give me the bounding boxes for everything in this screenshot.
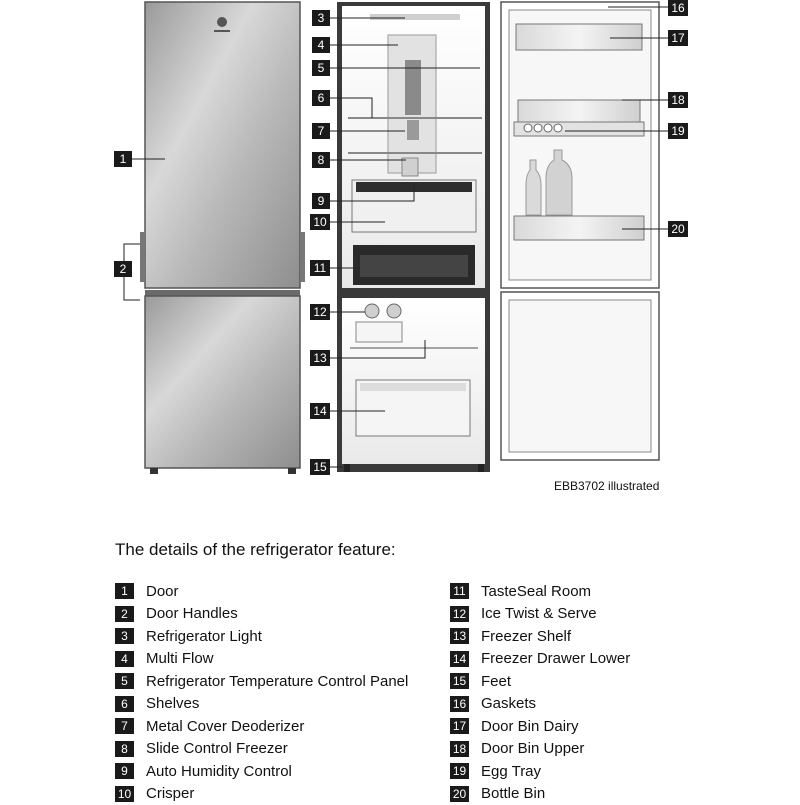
- callout-7: [312, 123, 330, 139]
- callout-4: [312, 37, 330, 53]
- callout-16: [668, 0, 688, 16]
- svg-text:20: 20: [671, 222, 685, 236]
- legend-number: 2: [115, 606, 134, 622]
- legend-label: Freezer Shelf: [481, 628, 571, 645]
- feature-legend-right: [450, 580, 630, 805]
- legend-number: 12: [450, 606, 469, 622]
- callout-3: [312, 10, 330, 26]
- svg-text:13: 13: [313, 351, 327, 365]
- svg-text:9: 9: [318, 194, 325, 208]
- svg-text:10: 10: [313, 215, 327, 229]
- legend-item: [115, 580, 408, 603]
- legend-label: Multi Flow: [146, 650, 214, 667]
- callout-6: [312, 90, 330, 106]
- legend-number: 5: [115, 673, 134, 689]
- legend-number: 9: [115, 763, 134, 779]
- legend-item: [450, 783, 630, 805]
- svg-text:11: 11: [314, 261, 327, 275]
- legend-item: [450, 715, 630, 738]
- svg-text:4: 4: [318, 38, 325, 52]
- legend-label: Egg Tray: [481, 763, 541, 780]
- legend-item: [115, 760, 408, 783]
- svg-text:8: 8: [318, 153, 325, 167]
- svg-text:19: 19: [671, 124, 685, 138]
- legend-item: [450, 580, 630, 603]
- legend-label: Door Bin Dairy: [481, 718, 579, 735]
- model-caption: EBB3702 illustrated: [554, 479, 659, 493]
- legend-label: Bottle Bin: [481, 785, 545, 802]
- callout-13: [310, 350, 330, 366]
- legend-item: [450, 603, 630, 626]
- callout-18: [668, 92, 688, 108]
- svg-text:14: 14: [313, 404, 327, 418]
- legend-item: [115, 670, 408, 693]
- svg-text:12: 12: [313, 305, 327, 319]
- svg-text:6: 6: [318, 91, 325, 105]
- legend-item: [115, 738, 408, 761]
- fridge-exterior: [140, 2, 305, 474]
- svg-text:16: 16: [671, 1, 685, 15]
- legend-item: [450, 648, 630, 671]
- callout-8: [312, 152, 330, 168]
- legend-number: 15: [450, 673, 469, 689]
- legend-label: Refrigerator Light: [146, 628, 262, 645]
- legend-number: 18: [450, 741, 469, 757]
- callout-11: [310, 260, 330, 276]
- legend-item: [115, 648, 408, 671]
- legend-number: 10: [115, 786, 134, 802]
- legend-number: 17: [450, 718, 469, 734]
- legend-item: [115, 603, 408, 626]
- legend-item: [115, 715, 408, 738]
- legend-number: 19: [450, 763, 469, 779]
- legend-label: Metal Cover Deoderizer: [146, 718, 304, 735]
- legend-label: Door: [146, 583, 179, 600]
- legend-label: Gaskets: [481, 695, 536, 712]
- legend-item: [450, 670, 630, 693]
- legend-item: [450, 738, 630, 761]
- legend-item: [115, 783, 408, 805]
- legend-item: [115, 625, 408, 648]
- callout-12: [310, 304, 330, 320]
- legend-number: 8: [115, 741, 134, 757]
- legend-item: [115, 693, 408, 716]
- callout-2: [114, 261, 132, 277]
- legend-label: Auto Humidity Control: [146, 763, 292, 780]
- svg-text:18: 18: [671, 93, 685, 107]
- callout-20: [668, 221, 688, 237]
- legend-item: [450, 760, 630, 783]
- svg-text:15: 15: [313, 460, 327, 474]
- legend-number: 4: [115, 651, 134, 667]
- legend-label: Crisper: [146, 785, 194, 802]
- callout-14: [310, 403, 330, 419]
- legend-label: TasteSeal Room: [481, 583, 591, 600]
- legend-number: 11: [450, 583, 469, 599]
- svg-text:3: 3: [318, 11, 325, 25]
- legend-label: Shelves: [146, 695, 199, 712]
- legend-label: Feet: [481, 673, 511, 690]
- callout-9: [312, 193, 330, 209]
- svg-text:7: 7: [318, 124, 325, 138]
- legend-number: 3: [115, 628, 134, 644]
- callout-17: [668, 30, 688, 46]
- legend-number: 7: [115, 718, 134, 734]
- legend-label: Refrigerator Temperature Control Panel: [146, 673, 408, 690]
- fridge-interior: [337, 2, 490, 472]
- callout-19: [668, 123, 688, 139]
- legend-label: Freezer Drawer Lower: [481, 650, 630, 667]
- svg-text:2: 2: [120, 262, 127, 276]
- legend-number: 6: [115, 696, 134, 712]
- svg-text:17: 17: [671, 31, 685, 45]
- legend-label: Ice Twist & Serve: [481, 605, 597, 622]
- legend-item: [450, 693, 630, 716]
- legend-label: Door Handles: [146, 605, 238, 622]
- legend-label: Slide Control Freezer: [146, 740, 288, 757]
- feature-legend-left: [115, 580, 408, 805]
- features-heading: The details of the refrigerator feature:: [115, 540, 396, 560]
- legend-item: [450, 625, 630, 648]
- legend-number: 16: [450, 696, 469, 712]
- callout-10: [310, 214, 330, 230]
- callout-1: [114, 151, 132, 167]
- legend-number: 1: [115, 583, 134, 599]
- callout-15: [310, 459, 330, 475]
- legend-number: 14: [450, 651, 469, 667]
- legend-number: 20: [450, 786, 469, 802]
- svg-text:1: 1: [120, 152, 127, 166]
- callout-5: [312, 60, 330, 76]
- svg-text:5: 5: [318, 61, 325, 75]
- legend-label: Door Bin Upper: [481, 740, 584, 757]
- open-doors: [501, 2, 659, 460]
- legend-number: 13: [450, 628, 469, 644]
